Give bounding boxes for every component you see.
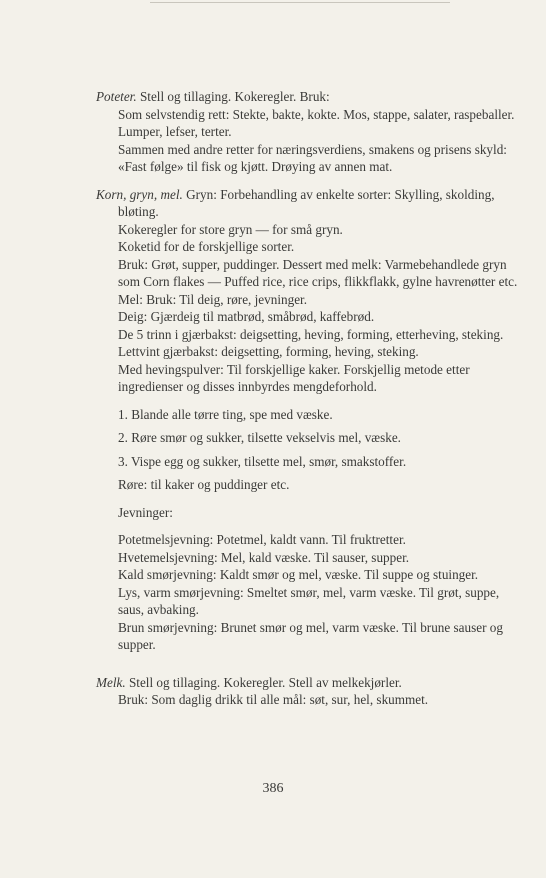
section-korn	[96, 186, 526, 396]
jevninger-title: Jevninger:	[118, 504, 173, 520]
korn-line-1: Kokeregler for store gryn — for små gryn.	[118, 221, 343, 237]
korn-line-7: Lettvint gjærbakst: deigsetting, forming, heving, steking.	[118, 344, 419, 359]
korn-line-8: Med hevingspulver: Til forskjellige kaker. Forskjellig metode etter ingredienser og disses innbyrdes mengdeforhold.	[118, 361, 470, 394]
jevning-hvetemel: Hvetemelsjevning: Mel, kald væske. Til sauser, supper.	[118, 549, 410, 565]
poteter-heading	[96, 88, 526, 106]
jevning-brun: Brun smørjevning: Brunet smør og mel, varm væske. Til brune sauser og supper.	[118, 619, 503, 652]
korn-intro: Gryn: Forbehandling av enkelte sorter: Skylling, skolding, bløting.	[118, 186, 495, 219]
korn-line-6: De 5 trinn i gjærbakst: deigsetting, heving, forming, etterheving, steking.	[118, 326, 504, 342]
jevning-potetmel: Potetmelsjevning: Potetmel, kaldt vann. Til fruktretter.	[118, 532, 406, 547]
top-edge-line	[150, 2, 450, 3]
section-jevninger	[96, 504, 526, 654]
poteter-title: Poteter.	[96, 89, 137, 104]
korn-line-3: Bruk: Grøt, supper, puddinger. Dessert med melk: Varmebehandlede gryn som Corn flakes — Puffed rice, rice crips, flikkflakk, gylne havrenøtter etc.	[118, 256, 518, 289]
korn-line-5: Deig: Gjærdeig til matbrød, småbrød, kaffebrød.	[118, 309, 375, 324]
poteter-line-1: Som selvstendig rett: Stekte, bakte, kokte. Mos, stappe, salater, raspeballer. Lumper, lefser, terter.	[118, 106, 515, 139]
baking-step-2: 2. Røre smør og sukker, tilsette vekselvis mel, væske.	[118, 430, 401, 445]
page-body	[96, 88, 526, 719]
rore-line: Røre: til kaker og puddinger etc.	[118, 477, 290, 492]
korn-heading	[96, 186, 526, 221]
melk-title: Melk.	[96, 674, 126, 690]
poteter-line-2: Sammen med andre retter for næringsverdiens, smakens og prisens skyld: «Fast følge» til fisk og kjøtt. Drøying av annen mat.	[118, 141, 507, 174]
melk-intro: Stell og tillaging. Kokeregler. Stell av melkekjørler.	[125, 674, 402, 690]
section-melk	[96, 674, 526, 709]
korn-line-4: Mel: Bruk: Til deig, røre, jevninger.	[118, 291, 308, 307]
baking-step-3: 3. Vispe egg og sukker, tilsette mel, smør, smakstoffer.	[118, 453, 407, 469]
melk-line-1: Bruk: Som daglig drikk til alle mål: søt, sur, hel, skummet.	[118, 692, 429, 707]
jevning-kald-smor: Kald smørjevning: Kaldt smør og mel, væske. Til suppe og stuinger.	[118, 567, 479, 582]
melk-heading	[96, 674, 526, 692]
poteter-intro: Stell og tillaging. Kokeregler. Bruk:	[136, 89, 330, 104]
section-poteter	[96, 88, 526, 176]
jevninger-gap	[96, 521, 526, 531]
section-rore	[96, 476, 526, 494]
korn-line-2: Koketid for de forskjellige sorter.	[118, 239, 295, 254]
baking-steps-list	[118, 406, 526, 471]
page-number: 386	[262, 781, 284, 796]
korn-title: Korn, gryn, mel.	[96, 186, 183, 202]
jevning-lys-varm: Lys, varm smørjevning: Smeltet smør, mel, varm væske. Til grøt, suppe, saus, avbaking.	[118, 584, 500, 617]
baking-step-1: 1. Blande alle tørre ting, spe med væske.	[118, 406, 333, 422]
section-gap	[96, 664, 526, 674]
